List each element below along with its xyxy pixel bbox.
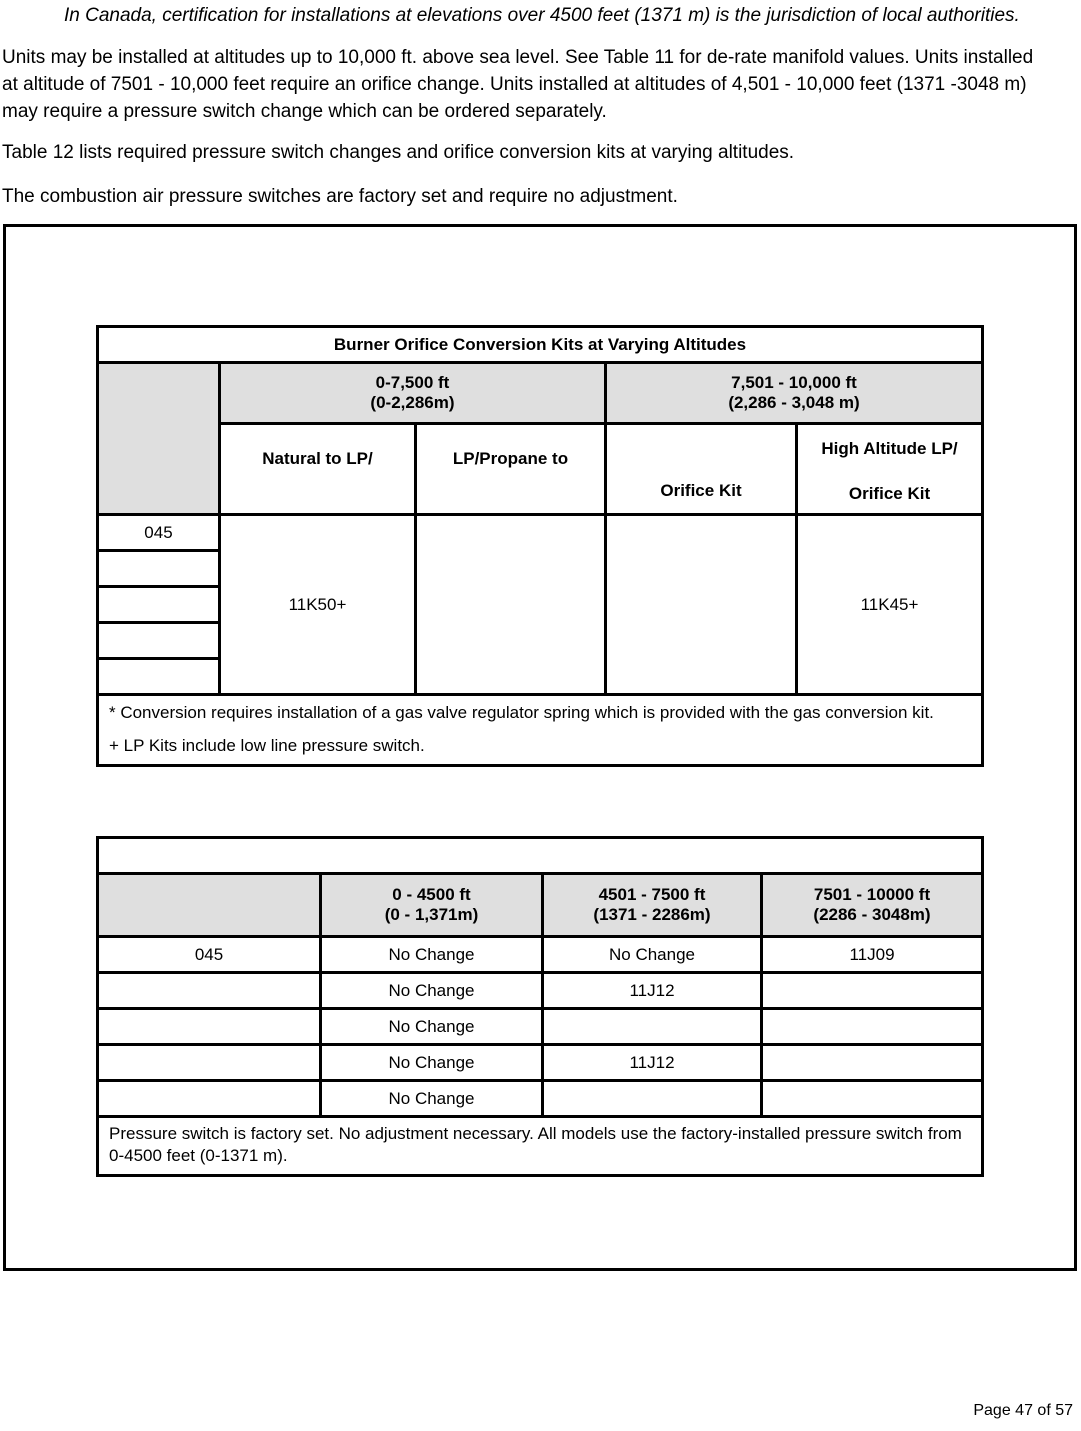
- model-cell: [98, 1009, 321, 1045]
- pressure-switch-table: [96, 836, 984, 1177]
- table1-corner-cell: [97, 363, 219, 515]
- table2-title-row: [98, 838, 983, 874]
- cell-4501-7500: [543, 1081, 762, 1117]
- altitude-install-paragraph: [2, 44, 1081, 125]
- subheader-label: High Altitude LP/: [821, 439, 958, 458]
- page-number: Page 47 of 57: [973, 1402, 1073, 1419]
- table1-footnote-row: [97, 695, 982, 766]
- paragraph-line: Units may be installed at altitudes up to 10,000 ft. above sea level. See Table 11 for de-rate manifold values. Units installed: [2, 47, 1034, 68]
- table2-header-row: [98, 874, 983, 937]
- cell-0-4500: No Change: [321, 937, 543, 973]
- cell-7501-10000: [762, 1009, 983, 1045]
- subheader-label: Orifice Kit: [848, 484, 931, 503]
- group-header-line: 0-7,500 ft: [375, 373, 450, 392]
- table2-row: [98, 973, 983, 1009]
- table1-footnotes: [97, 695, 982, 766]
- cell-7501-10000: [762, 973, 983, 1009]
- cell-0-4500: No Change: [321, 1045, 543, 1081]
- model-cell: [97, 659, 219, 695]
- table1-title: Burner Orifice Conversion Kits at Varying Altitudes: [97, 327, 982, 363]
- cell-4501-7500: 11J12: [543, 1045, 762, 1081]
- cell-0-4500: No Change: [321, 973, 543, 1009]
- burner-orifice-conversion-table: [96, 325, 984, 767]
- subheader-label: Orifice Kit: [660, 481, 742, 500]
- header-line: 4501 - 7500 ft: [598, 885, 706, 904]
- footnote-gas-valve: * Conversion requires installation of a gas valve regulator spring which is provided with the gas conversion kit.: [108, 703, 934, 722]
- header-line: 0 - 4500 ft: [392, 885, 471, 904]
- cell-7501-10000: [762, 1081, 983, 1117]
- footnote-lp-kits: + LP Kits include low line pressure switch.: [108, 736, 425, 755]
- value-orifice-kit: [605, 515, 796, 695]
- table2-header-4501-7500ft: [543, 874, 762, 937]
- cell-7501-10000: [762, 1045, 983, 1081]
- header-line: (0 - 1,371m): [384, 905, 479, 924]
- table2-footer-row: [98, 1117, 983, 1176]
- header-orifice-kit: [605, 424, 796, 515]
- model-cell: [98, 1081, 321, 1117]
- table2-row: [98, 937, 983, 973]
- table1-body-row: [97, 515, 982, 551]
- table12-reference-paragraph: Table 12 lists required pressure switch changes and orifice conversion kits at varying altitudes.: [2, 142, 795, 163]
- canada-certification-note: In Canada, certification for installations at elevations over 4500 feet (1371 m) is the jurisdiction of local authorities.: [64, 5, 1020, 26]
- combustion-air-paragraph: The combustion air pressure switches are factory set and require no adjustment.: [2, 186, 678, 207]
- table2-row: [98, 1045, 983, 1081]
- table2-footer-note: Pressure switch is factory set. No adjustment necessary. All models use the factory-installed pressure switch from 0-4500 feet (0-1371 m).: [98, 1117, 983, 1176]
- model-cell: [97, 587, 219, 623]
- value-natural-to-lp-kit: 11K50+: [219, 515, 415, 695]
- header-line: 7501 - 10000 ft: [813, 885, 931, 904]
- model-cell: [97, 623, 219, 659]
- table2-header-0-4500ft: [321, 874, 543, 937]
- model-cell: [97, 551, 219, 587]
- header-line: (1371 - 2286m): [593, 905, 711, 924]
- model-cell: [98, 1045, 321, 1081]
- header-high-altitude-lp-orifice-kit: [796, 424, 982, 515]
- table1-title-row: [97, 327, 982, 363]
- cell-4501-7500: No Change: [543, 937, 762, 973]
- cell-7501-10000: 11J09: [762, 937, 983, 973]
- table1-group-header-row: [97, 363, 982, 424]
- table2-row: [98, 1009, 983, 1045]
- model-cell-045: 045: [97, 515, 219, 551]
- paragraph-line: may require a pressure switch change which can be ordered separately.: [2, 101, 607, 122]
- table1-subheader-row: [97, 424, 982, 515]
- paragraph-line: at altitude of 7501 - 10,000 feet require an orifice change. Units installed at altitudes of 4,501 - 10,000 feet (1371 -3048 m): [2, 74, 1027, 95]
- table2-title: [98, 838, 983, 874]
- header-line: (2286 - 3048m): [813, 905, 931, 924]
- subheader-label: LP/Propane to: [452, 449, 569, 468]
- cell-4501-7500: 11J12: [543, 973, 762, 1009]
- table1-group-0-7500ft: [219, 363, 605, 424]
- tables-outer-box: [3, 224, 1077, 1271]
- cell-4501-7500: [543, 1009, 762, 1045]
- model-cell: [98, 973, 321, 1009]
- header-natural-to-lp: [219, 424, 415, 515]
- group-header-line: (0-2,286m): [370, 393, 455, 412]
- value-high-altitude-kit: 11K45+: [796, 515, 982, 695]
- table2-header-7501-10000ft: [762, 874, 983, 937]
- value-lp-propane-to-kit: [415, 515, 605, 695]
- cell-0-4500: No Change: [321, 1009, 543, 1045]
- group-header-line: (2,286 - 3,048 m): [728, 393, 860, 412]
- group-header-line: 7,501 - 10,000 ft: [731, 373, 857, 392]
- cell-0-4500: No Change: [321, 1081, 543, 1117]
- table1-group-7501-10000ft: [605, 363, 982, 424]
- header-lp-propane-to: [415, 424, 605, 515]
- table2-row: [98, 1081, 983, 1117]
- subheader-label: Natural to LP/: [262, 449, 373, 468]
- model-cell: 045: [98, 937, 321, 973]
- table2-corner-cell: [98, 874, 321, 937]
